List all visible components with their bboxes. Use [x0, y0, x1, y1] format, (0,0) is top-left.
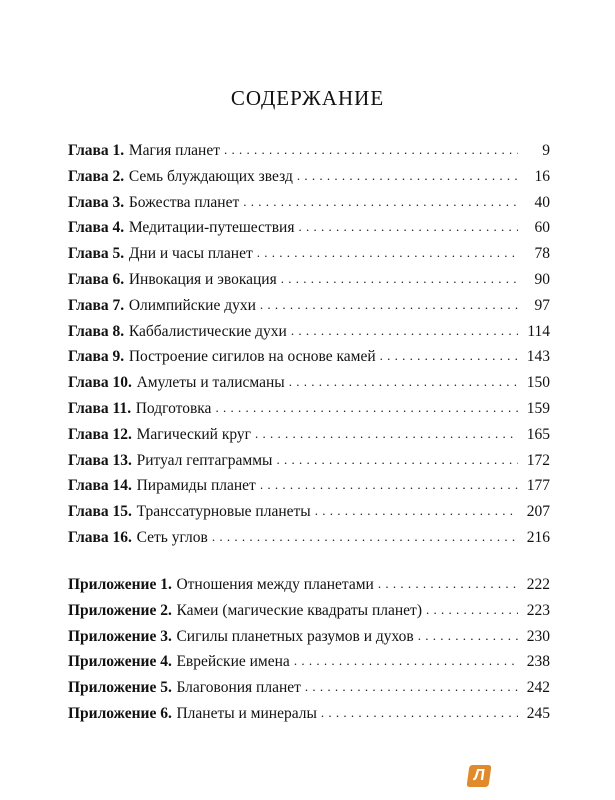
entry-title: Камеи (магические квадраты планет)	[176, 601, 422, 619]
entry-title: Транссатурновые планеты	[136, 503, 311, 521]
page-number: 78	[534, 245, 550, 263]
dot-leader	[257, 244, 518, 262]
entry-title: Пирамиды планет	[136, 477, 256, 495]
entry-label: Глава 15.	[68, 503, 132, 521]
dot-leader	[260, 296, 518, 314]
dot-leader	[380, 347, 518, 365]
toc-entry	[68, 426, 550, 452]
toc-entry	[68, 348, 550, 374]
entry-title: Ритуал гептаграммы	[136, 451, 273, 469]
toc-entry	[68, 452, 550, 478]
entry-title: Семь блуждающих звезд	[128, 167, 293, 185]
dot-leader	[215, 399, 518, 417]
entry-label: Приложение 4.	[68, 653, 172, 671]
toc-entry	[68, 245, 550, 271]
dot-leader	[212, 528, 518, 546]
dot-leader	[315, 502, 518, 520]
entry-label: Глава 14.	[68, 477, 132, 495]
entry-label: Глава 13.	[68, 451, 132, 469]
entry-label: Приложение 6.	[68, 704, 172, 722]
page-number: 207	[526, 503, 550, 521]
dot-leader	[294, 652, 518, 670]
dot-leader	[291, 322, 518, 340]
entry-title: Подготовка	[135, 399, 212, 417]
dot-leader	[297, 167, 518, 185]
page-number: 40	[534, 193, 550, 211]
page-number: 150	[526, 374, 550, 392]
entry-title: Магия планет	[128, 142, 221, 159]
toc-entry	[68, 271, 550, 297]
entry-title: Сеть углов	[136, 528, 208, 546]
toc-entry	[68, 602, 550, 628]
dot-leader	[305, 678, 518, 696]
entry-title: Магический круг	[136, 425, 252, 443]
toc-entry	[68, 297, 550, 323]
toc-entry	[68, 628, 550, 654]
entry-title: Благовония планет	[176, 679, 301, 697]
entry-label: Глава 5.	[68, 245, 125, 263]
toc-entry	[68, 194, 550, 220]
dot-leader	[276, 451, 518, 469]
page-number: 60	[534, 219, 550, 237]
page-number: 223	[526, 601, 550, 619]
page-number: 230	[526, 627, 550, 645]
page-number: 90	[534, 270, 550, 288]
page-number: 165	[526, 425, 550, 443]
page-number: 222	[526, 576, 550, 593]
dot-leader	[224, 141, 518, 159]
page-number: 245	[526, 704, 550, 722]
entry-title: Каббалистические духи	[128, 322, 287, 340]
entry-label: Глава 2.	[68, 167, 125, 185]
toc-entry	[68, 400, 550, 426]
entry-label: Приложение 1.	[68, 576, 172, 593]
chapter-list	[68, 142, 550, 555]
page-number: 143	[526, 348, 550, 366]
page-number: 97	[534, 296, 550, 314]
page-number: 238	[526, 653, 550, 671]
toc-entry	[68, 503, 550, 529]
dot-leader	[260, 476, 518, 494]
dot-leader	[426, 601, 518, 619]
toc-entry	[68, 142, 550, 168]
dot-leader	[281, 270, 518, 288]
entry-title: Сигилы планетных разумов и духов	[176, 627, 414, 645]
entry-title: Инвокация и эвокация	[128, 270, 277, 288]
page-title: СОДЕРЖАНИЕ	[230, 86, 385, 110]
toc-entry	[68, 679, 550, 705]
dot-leader	[255, 425, 518, 443]
entry-title: Амулеты и талисманы	[136, 374, 285, 392]
page-number: 9	[542, 142, 550, 159]
toc-entry	[68, 576, 550, 602]
entry-label: Глава 7.	[68, 296, 125, 314]
publisher-logo-icon: Л	[466, 765, 491, 787]
entry-label: Глава 4.	[68, 219, 125, 237]
entry-label: Приложение 5.	[68, 679, 172, 697]
dot-leader	[418, 627, 518, 645]
page-number: 114	[527, 322, 550, 340]
entry-label: Приложение 2.	[68, 601, 172, 619]
entry-title: Медитации-путешествия	[128, 219, 295, 237]
entry-title: Еврейские имена	[176, 653, 290, 671]
page-number: 16	[534, 167, 550, 185]
entry-label: Глава 1.	[68, 142, 125, 159]
page-number: 216	[526, 528, 550, 546]
toc-entry	[68, 705, 550, 731]
toc-entry	[68, 219, 550, 245]
entry-label: Глава 10.	[68, 374, 132, 392]
page-number: 242	[526, 679, 550, 697]
dot-leader	[298, 218, 518, 236]
entry-title: Отношения между планетами	[176, 576, 374, 593]
entry-title: Планеты и минералы	[176, 704, 317, 722]
toc-entry	[68, 529, 550, 555]
entry-label: Глава 9.	[68, 348, 125, 366]
page-number: 172	[526, 451, 550, 469]
dot-leader	[321, 704, 518, 722]
entry-label: Глава 11.	[68, 399, 132, 417]
toc-entry	[68, 323, 550, 349]
entry-title: Божества планет	[128, 193, 240, 211]
toc-entry	[68, 477, 550, 503]
entry-label: Глава 8.	[68, 322, 125, 340]
toc-entry	[68, 374, 550, 400]
dot-leader	[289, 373, 518, 391]
toc-entry	[68, 168, 550, 194]
entry-title: Построение сигилов на основе камей	[128, 348, 376, 366]
dot-leader	[378, 575, 518, 593]
entry-label: Глава 16.	[68, 528, 132, 546]
entry-title: Дни и часы планет	[128, 245, 253, 263]
toc-entry	[68, 653, 550, 679]
entry-label: Глава 3.	[68, 193, 125, 211]
entry-label: Глава 12.	[68, 425, 132, 443]
page-number: 159	[526, 399, 550, 417]
dot-leader	[243, 193, 518, 211]
entry-label: Глава 6.	[68, 270, 125, 288]
entry-label: Приложение 3.	[68, 627, 172, 645]
page-number: 177	[526, 477, 550, 495]
appendix-list	[68, 576, 550, 731]
entry-title: Олимпийские духи	[128, 296, 256, 314]
